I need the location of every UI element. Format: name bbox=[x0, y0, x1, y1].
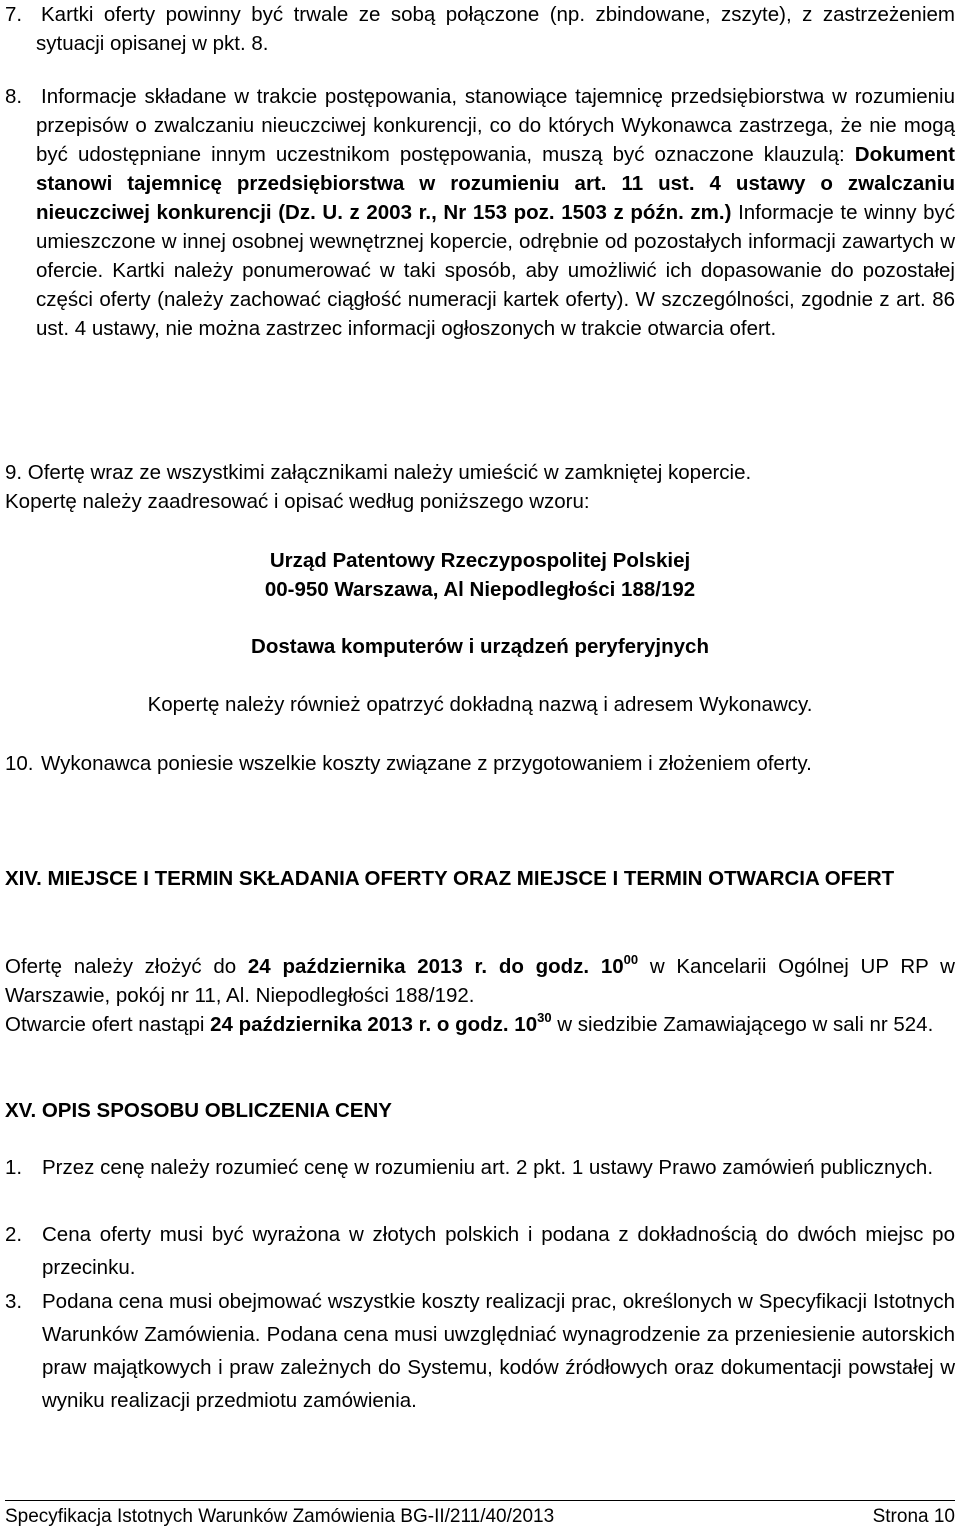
confidentiality-clause: Dokument stanowi tajemnicę przedsiębiorstwa w rozumieniu art. 11 ust. 4 ustawy o zwalczaniu nieuczciwej konkurencji (Dz. U. z 2003 r., Nr 153 poz. 1503 z późn. zm.) bbox=[36, 143, 955, 224]
item-text: Przez cenę należy rozumieć cenę w rozumieniu art. 2 pkt. 1 ustawy Prawo zamówień publicznych. bbox=[42, 1156, 934, 1179]
price-item-1 bbox=[5, 1151, 955, 1184]
envelope-subject: Dostawa komputerów i urządzeń peryferyjnych bbox=[251, 635, 709, 658]
item-text: Informacje składane w trakcie postępowania, stanowiące tajemnicę przedsiębiorstwa w rozumieniu przepisów o zwalczaniu nieuczciwej konkurencji, co do których Wykonawca zastrzega, że nie mogą być udostępniane innym uczestnikom postępowania, muszą być oznaczone klauzulą: bbox=[36, 85, 955, 166]
submission-date: 24 października 2013 r. do godz. 10 bbox=[247, 955, 624, 978]
item-text-continued: Informacje te winny być umieszczone w innej osobnej wewnętrznej kopercie, odrębnie od pozostałych informacji zawartych w ofercie. Kartki należy ponumerować w taki sposób, aby umożliwić ich dopasowanie do pozostałej części oferty (należy zachować ciągłość numeracji kartek oferty). W szczególności, zgodnie z art. 86 ust. 4 ustawy, nie można zastrzec informacji ogłoszonych w trakcie otwarcia ofert. bbox=[36, 201, 956, 340]
item-number: 7. bbox=[5, 3, 23, 26]
item-text: Wykonawca poniesie wszelkie koszty związane z przygotowaniem i złożeniem oferty. bbox=[41, 752, 812, 775]
opening-date: 24 października 2013 r. o godz. 10 bbox=[210, 1013, 538, 1036]
submission-hour-minutes: 00 bbox=[623, 952, 639, 967]
item-number: 2. bbox=[5, 1223, 23, 1246]
price-item-2 bbox=[5, 1218, 955, 1284]
page-footer bbox=[5, 1504, 955, 1530]
section-heading-xv: XV. OPIS SPOSOBU OBLICZENIA CENY bbox=[5, 1099, 392, 1122]
item-text: Cena oferty musi być wyrażona w złotych polskich i podana z dokładnością do dwóch miejsc po przecinku. bbox=[42, 1223, 955, 1279]
item-text: Podana cena musi obejmować wszystkie koszty realizacji prac, określonych w Specyfikacji Istotnych Warunków Zamówienia. Podana cena musi uwzględniać wynagrodzenie za przeniesienie autorskich praw majątkowych i praw zależnych do Systemu, kodów źródłowych oraz dokumentacji powstałej w wyniku realizacji przedmiotu zamówienia. bbox=[42, 1290, 955, 1412]
item-text: Kartki oferty powinny być trwale ze sobą połączone (np. zbindowane, zszyte), z zastrzeżeniem sytuacji opisanej w pkt. 8. bbox=[36, 3, 955, 55]
envelope-address-line-2: 00-950 Warszawa, Al Niepodległości 188/192 bbox=[264, 578, 696, 601]
list-item-9 bbox=[5, 458, 955, 516]
item-number: 3. bbox=[5, 1290, 23, 1313]
item-number: 1. bbox=[5, 1156, 23, 1179]
item-number: 10. bbox=[5, 752, 34, 775]
item-text-continued: Kopertę należy zaadresować i opisać według poniższego wzoru: bbox=[5, 490, 590, 513]
section-heading-xiv: XIV. MIEJSCE I TERMIN SKŁADANIA OFERTY ORAZ MIEJSCE I TERMIN OTWARCIA OFERT bbox=[5, 867, 895, 890]
envelope-note: Kopertę należy również opatrzyć dokładną nazwą i adresem Wykonawcy. bbox=[147, 693, 813, 716]
list-item-10 bbox=[5, 749, 955, 778]
opening-hour-minutes: 30 bbox=[537, 1010, 552, 1025]
list-item-8 bbox=[5, 82, 955, 343]
footer-page-number: Strona 10 bbox=[872, 1506, 955, 1527]
footer-divider bbox=[5, 1500, 955, 1501]
item-number: 8. bbox=[5, 85, 23, 108]
paragraph-text-continued: w siedzibie Zamawiającego w sali nr 524. bbox=[551, 1013, 934, 1036]
price-item-3 bbox=[5, 1285, 955, 1417]
submission-deadline-paragraph bbox=[5, 952, 955, 1010]
footer-document-title: Specyfikacja Istotnych Warunków Zamówienia BG-II/211/40/2013 bbox=[5, 1506, 555, 1527]
opening-paragraph bbox=[5, 1010, 955, 1039]
paragraph-text-continued: w Kancelarii Ogólnej UP RP w Warszawie, pokój nr 11, Al. Niepodległości 188/192. bbox=[5, 955, 955, 1007]
envelope-address-line-1: Urząd Patentowy Rzeczypospolitej Polskiej bbox=[269, 549, 691, 572]
paragraph-text: Ofertę należy złożyć do bbox=[5, 955, 248, 978]
item-text: 9. Ofertę wraz ze wszystkimi załącznikami należy umieścić w zamkniętej kopercie. bbox=[5, 461, 752, 484]
list-item-7 bbox=[5, 0, 955, 58]
paragraph-text: Otwarcie ofert nastąpi bbox=[5, 1013, 211, 1036]
